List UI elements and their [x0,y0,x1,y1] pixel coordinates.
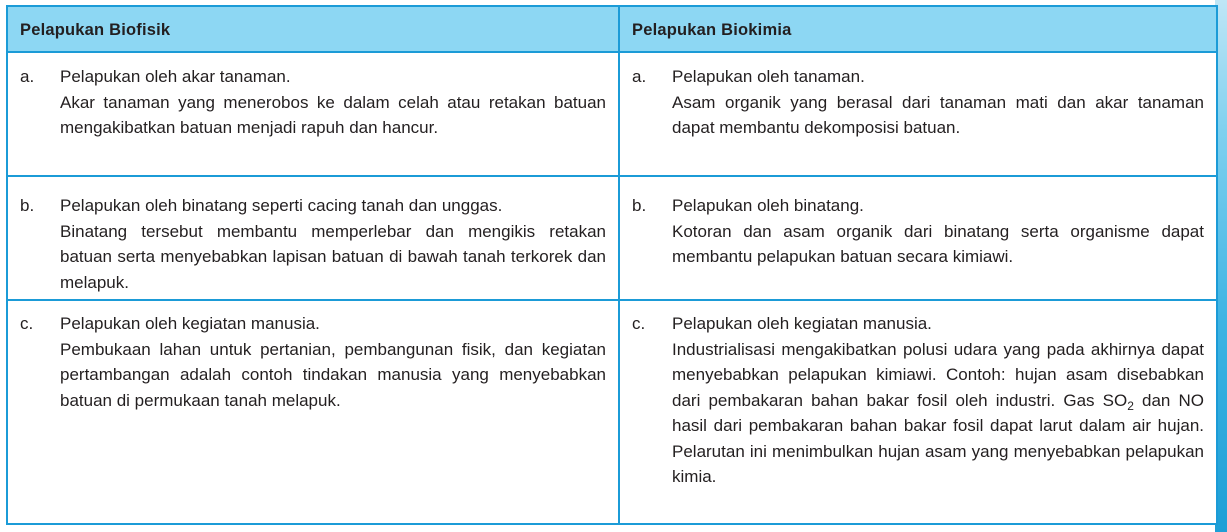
item-description: Kotoran dan asam organik dari binatang serta organisme dapat membantu pelapukan batuan secara kimiawi. [672,221,1204,266]
item-letter: b. [632,196,647,215]
biokimia-cell-a [620,53,1216,175]
item-description [672,340,1204,487]
description-part: dan NO hasil dari pembakaran bahan bakar fosil dapat larut dalam air hujan. Pelarutan ini menimbulkan hujan asam yang menyebabkan pelapukan kimia. [672,390,1205,486]
item-description: Asam organik yang berasal dari tanaman mati dan akar tanaman dapat membantu dekomposisi batuan. [672,92,1204,137]
item-title: Pelapukan oleh tanaman. [672,67,865,86]
table-row [8,53,1216,177]
header-biokimia: Pelapukan Biokimia [632,21,792,39]
item-title: Pelapukan oleh binatang. [672,196,864,215]
biofisik-cell-b [8,177,620,299]
item-letter: c. [20,314,34,333]
item-title: Pelapukan oleh binatang seperti cacing tanah dan unggas. [60,196,503,215]
weathering-comparison-table [6,5,1218,525]
item-letter: a. [20,67,35,86]
item-title: Pelapukan oleh kegiatan manusia. [672,314,932,333]
biokimia-cell-b [620,177,1216,299]
subscript-2: 2 [1127,398,1134,413]
item-letter: c. [632,314,646,333]
item-description: Pembukaan lahan untuk pertanian, pembangunan fisik, dan kegiatan pertambangan adalah contoh tindakan manusia yang menyebabkan batuan di permukaan tanah melapuk. [60,339,606,410]
biofisik-cell-c [8,301,620,523]
item-letter: b. [20,196,35,215]
table-header-row [8,7,1216,53]
item-description: Akar tanaman yang menerobos ke dalam celah atau retakan batuan mengakibatkan batuan menjadi rapuh dan hancur. [60,92,606,137]
item-letter: a. [632,67,647,86]
item-title: Pelapukan oleh akar tanaman. [60,67,291,86]
biokimia-cell-c [620,301,1216,523]
item-description: Binatang tersebut membantu memperlebar dan mengikis retakan batuan serta menyebabkan lapisan batuan di bawah tanah terkorek dan melapuk. [60,221,606,292]
item-title: Pelapukan oleh kegiatan manusia. [60,314,320,333]
biofisik-cell-a [8,53,620,175]
table-row [8,301,1216,523]
table-row [8,177,1216,301]
header-biofisik: Pelapukan Biofisik [8,7,620,51]
description-part: Industrialisasi mengakibatkan polusi udara yang pada akhirnya dapat menyebabkan pelapukan kimiawi. Contoh: hujan asam disebabkan dari pembakaran bahan bakar fosil oleh industri. Gas SO [672,339,1204,410]
